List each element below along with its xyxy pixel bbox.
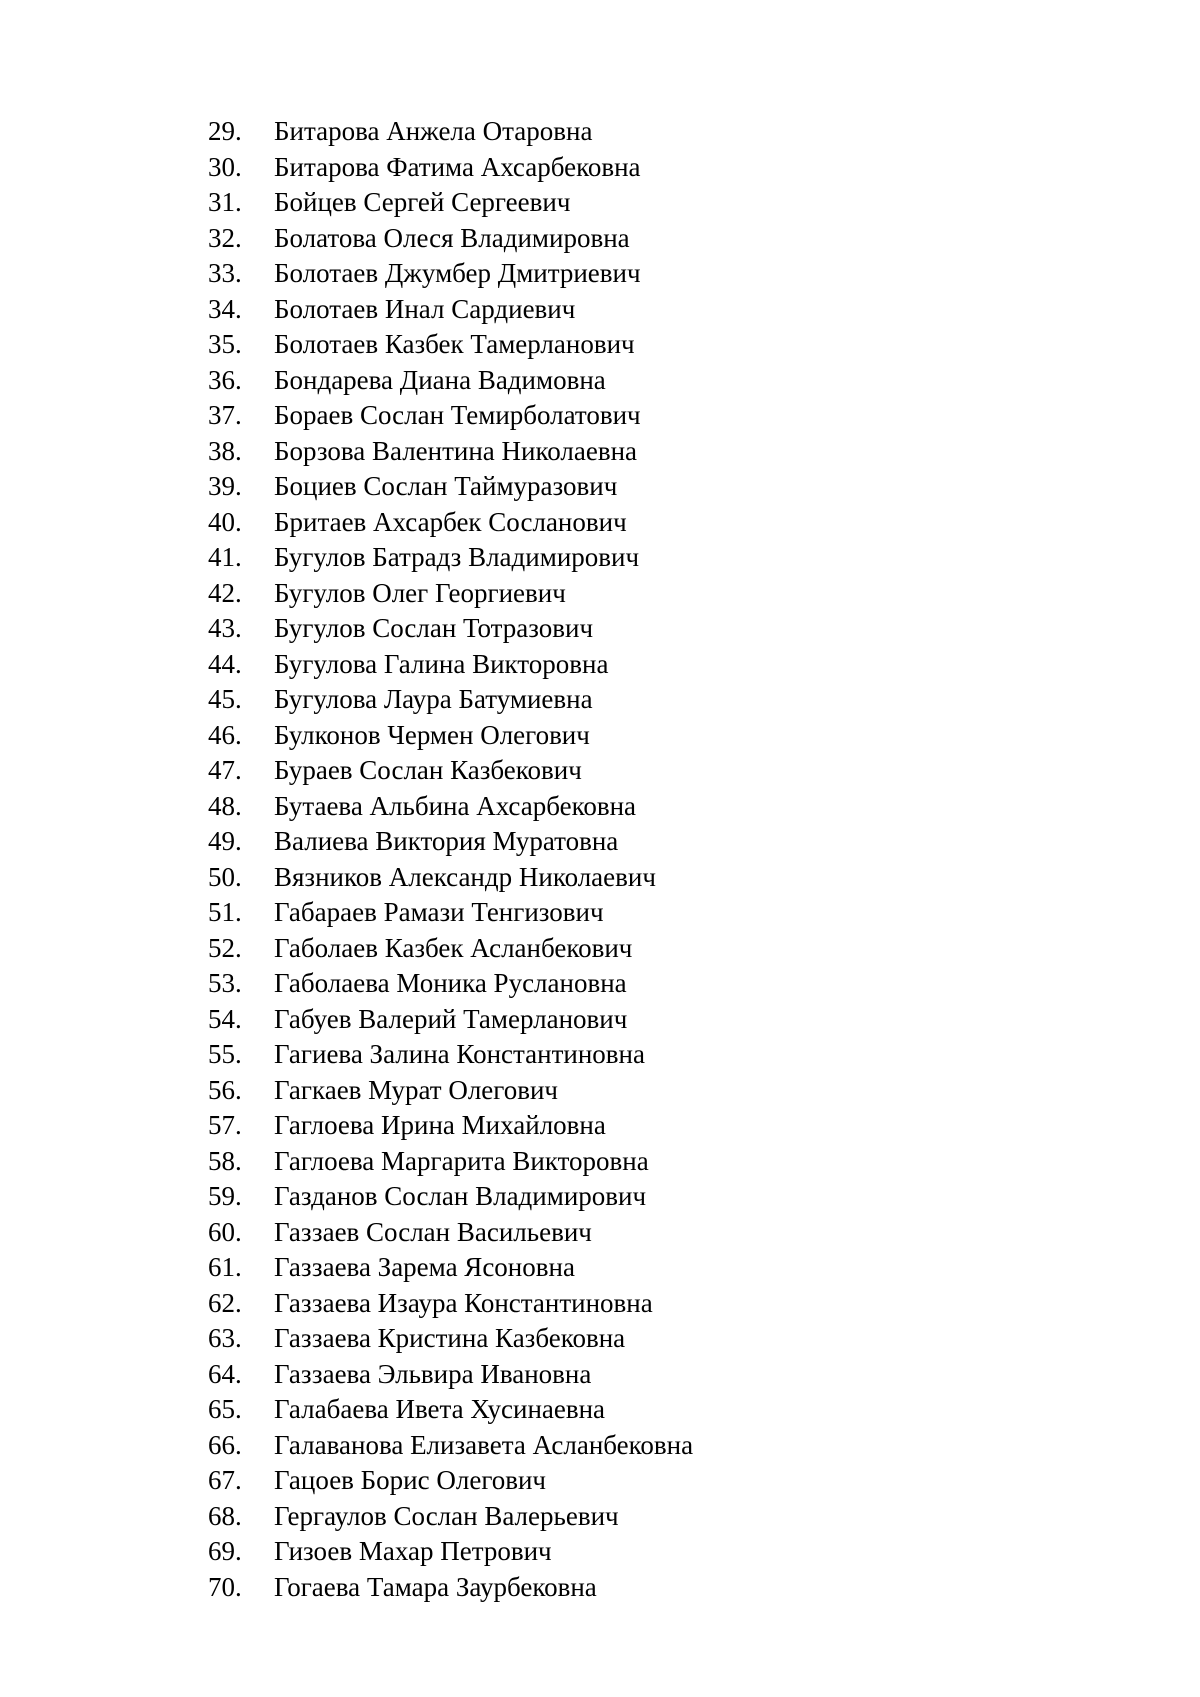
item-number: 41. <box>208 542 242 572</box>
person-name: Бритаев Ахсарбек Сосланович <box>274 506 627 537</box>
list-item <box>208 824 693 860</box>
list-item <box>208 398 693 434</box>
list-item <box>208 327 693 363</box>
item-number: 35. <box>208 329 242 359</box>
list-item <box>208 753 693 789</box>
list-item <box>208 150 693 186</box>
item-number: 52. <box>208 932 242 963</box>
person-name: Болотаев Джумбер Дмитриевич <box>274 258 641 288</box>
list-item <box>208 1392 693 1428</box>
list-item <box>208 647 693 683</box>
item-number: 38. <box>208 435 242 466</box>
list-item <box>208 221 693 257</box>
item-number: 59. <box>208 1181 242 1211</box>
list-item <box>208 1144 693 1180</box>
person-name: Бораев Сослан Темирболатович <box>274 400 641 430</box>
person-name: Булконов Чермен Олегович <box>274 719 590 750</box>
person-name: Габуев Валерий Тамерланович <box>274 1003 628 1034</box>
person-name: Газзаева Эльвира Ивановна <box>274 1358 592 1389</box>
list-item <box>208 966 693 1002</box>
person-name: Болотаев Казбек Тамерланович <box>274 329 635 359</box>
person-name: Битарова Фатима Ахсарбековна <box>274 151 641 182</box>
list-item <box>208 185 693 221</box>
list-item <box>208 1073 693 1109</box>
person-name: Валиева Виктория Муратовна <box>274 826 619 856</box>
person-name: Галабаева Ивета Хусинаевна <box>274 1394 606 1424</box>
person-name: Габолаева Моника Руслановна <box>274 968 627 998</box>
item-number: 31. <box>208 187 242 217</box>
list-item <box>208 1428 693 1464</box>
list-item <box>208 363 693 399</box>
person-name: Бугулова Лаура Батумиевна <box>274 684 593 714</box>
item-number: 51. <box>208 897 242 927</box>
person-name: Газзаева Зарема Ясоновна <box>274 1252 575 1282</box>
item-number: 67. <box>208 1465 242 1495</box>
person-name: Вязников Александр Николаевич <box>274 861 656 892</box>
person-name: Борзова Валентина Николаевна <box>274 435 637 466</box>
list-item <box>208 1215 693 1251</box>
list-item <box>208 860 693 896</box>
list-item <box>208 1108 693 1144</box>
list-item <box>208 611 693 647</box>
person-name: Газзаева Кристина Казбековна <box>274 1323 626 1353</box>
list-item <box>208 1321 693 1357</box>
list-item <box>208 469 693 505</box>
item-number: 36. <box>208 364 242 395</box>
list-item <box>208 1499 693 1535</box>
person-name: Гергаулов Сослан Валерьевич <box>274 1500 619 1531</box>
person-name: Гагиева Залина Константиновна <box>274 1039 645 1069</box>
person-name: Гацоев Борис Олегович <box>274 1465 547 1495</box>
list-item <box>208 895 693 931</box>
list-item <box>208 1002 693 1038</box>
list-item <box>208 505 693 541</box>
item-number: 70. <box>208 1571 242 1602</box>
item-number: 46. <box>208 719 242 750</box>
item-number: 63. <box>208 1323 242 1353</box>
item-number: 29. <box>208 116 242 146</box>
item-number: 48. <box>208 790 242 821</box>
person-name: Бойцев Сергей Сергеевич <box>274 187 571 217</box>
list-item <box>208 682 693 718</box>
item-number: 47. <box>208 755 242 785</box>
item-number: 39. <box>208 471 242 501</box>
list-item <box>208 434 693 470</box>
item-number: 42. <box>208 577 242 608</box>
list-item <box>208 789 693 825</box>
item-number: 40. <box>208 506 242 537</box>
item-number: 32. <box>208 222 242 253</box>
item-number: 61. <box>208 1252 242 1282</box>
list-item <box>208 114 693 150</box>
person-name: Боциев Сослан Таймуразович <box>274 471 618 501</box>
list-item <box>208 1357 693 1393</box>
list-item <box>208 718 693 754</box>
person-name: Галаванова Елизавета Асланбековна <box>274 1429 694 1460</box>
item-number: 66. <box>208 1429 242 1460</box>
item-number: 30. <box>208 151 242 182</box>
item-number: 69. <box>208 1536 242 1566</box>
item-number: 34. <box>208 293 242 324</box>
person-name: Болатова Олеся Владимировна <box>274 222 630 253</box>
item-number: 33. <box>208 258 242 288</box>
list-item <box>208 292 693 328</box>
item-number: 43. <box>208 613 242 643</box>
item-number: 58. <box>208 1145 242 1176</box>
list-item <box>208 256 693 292</box>
person-name: Бураев Сослан Казбекович <box>274 755 582 785</box>
person-name: Гогаева Тамара Заурбековна <box>274 1571 597 1602</box>
list-item <box>208 576 693 612</box>
person-name: Бугулова Галина Викторовна <box>274 648 609 679</box>
person-name: Бутаева Альбина Ахсарбековна <box>274 790 637 821</box>
list-item <box>208 1286 693 1322</box>
item-number: 53. <box>208 968 242 998</box>
person-name: Бугулов Олег Георгиевич <box>274 577 566 608</box>
item-number: 64. <box>208 1358 242 1389</box>
person-name: Газзаева Изаура Константиновна <box>274 1287 653 1318</box>
person-name: Бугулов Батрадз Владимирович <box>274 542 640 572</box>
person-name: Гизоев Махар Петрович <box>274 1536 552 1566</box>
item-number: 62. <box>208 1287 242 1318</box>
item-number: 55. <box>208 1039 242 1069</box>
person-name: Гагкаев Мурат Олегович <box>274 1074 558 1105</box>
item-number: 68. <box>208 1500 242 1531</box>
list-item <box>208 540 693 576</box>
person-name: Битарова Анжела Отаровна <box>274 116 593 146</box>
list-item <box>208 1179 693 1215</box>
person-name: Гаглоева Ирина Михайловна <box>274 1110 606 1140</box>
person-name: Габараев Рамази Тенгизович <box>274 897 604 927</box>
list-item <box>208 1250 693 1286</box>
person-name: Бондарева Диана Вадимовна <box>274 364 606 395</box>
item-number: 50. <box>208 861 242 892</box>
list-item <box>208 1570 693 1606</box>
list-item <box>208 1037 693 1073</box>
item-number: 56. <box>208 1074 242 1105</box>
item-number: 45. <box>208 684 242 714</box>
person-name: Габолаев Казбек Асланбекович <box>274 932 633 963</box>
list-item <box>208 931 693 967</box>
person-name: Гаглоева Маргарита Викторовна <box>274 1145 649 1176</box>
person-name: Газзаев Сослан Васильевич <box>274 1216 592 1247</box>
item-number: 54. <box>208 1003 242 1034</box>
name-list <box>208 114 693 1605</box>
item-number: 49. <box>208 826 242 856</box>
list-item <box>208 1534 693 1570</box>
person-name: Бугулов Сослан Тотразович <box>274 613 594 643</box>
item-number: 57. <box>208 1110 242 1140</box>
item-number: 37. <box>208 400 242 430</box>
person-name: Газданов Сослан Владимирович <box>274 1181 647 1211</box>
item-number: 65. <box>208 1394 242 1424</box>
item-number: 60. <box>208 1216 242 1247</box>
list-item <box>208 1463 693 1499</box>
person-name: Болотаев Инал Сардиевич <box>274 293 576 324</box>
item-number: 44. <box>208 648 242 679</box>
